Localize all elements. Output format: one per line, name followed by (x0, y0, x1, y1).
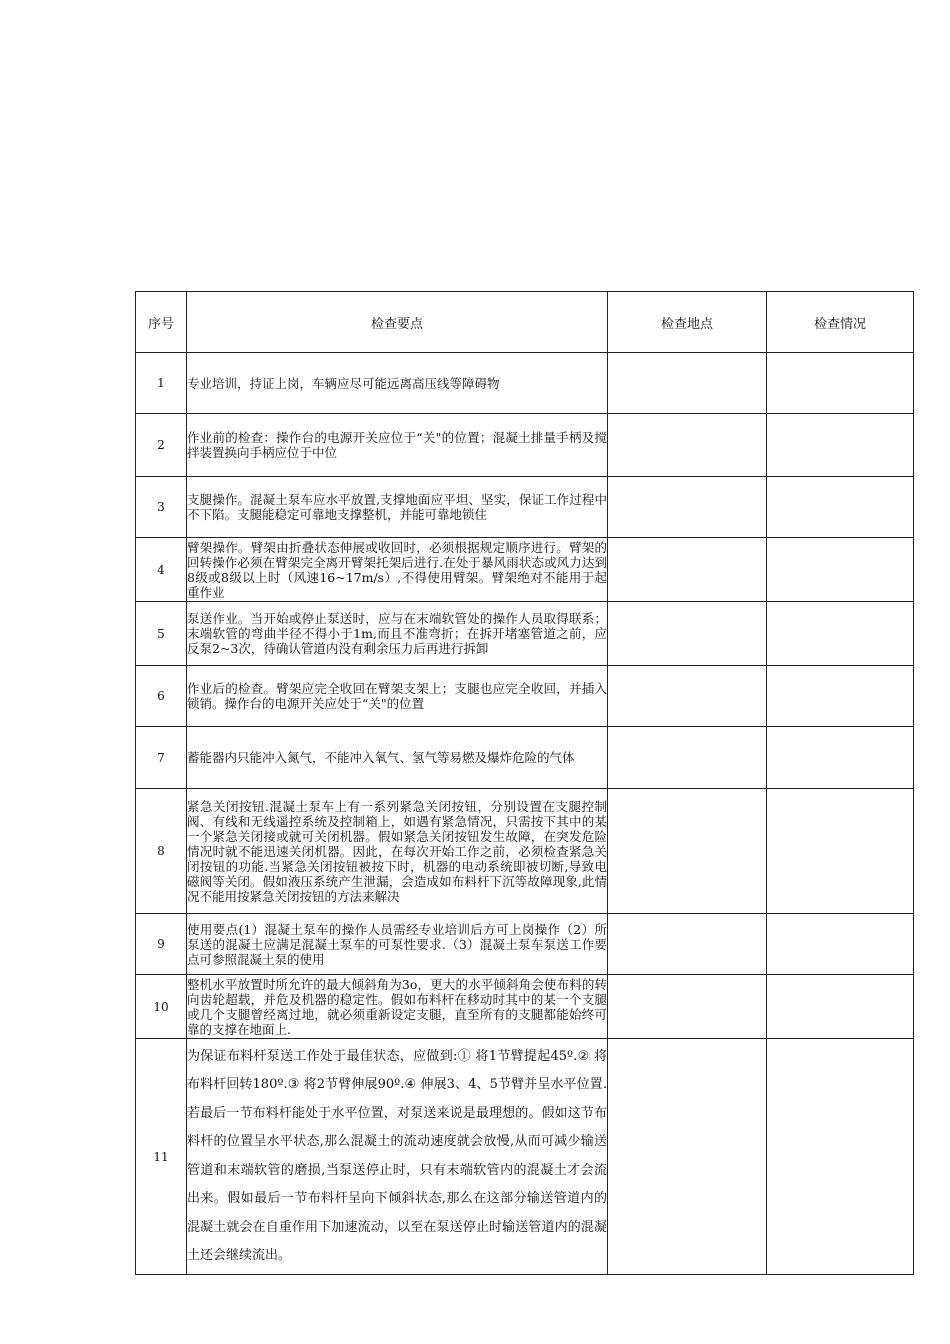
status-cell (767, 789, 914, 914)
location-cell (608, 789, 767, 914)
location-cell (608, 727, 767, 789)
check-point: 整机水平放置时所允许的最大倾斜角为3o，更大的水平倾斜角会使布料的转向齿轮超载，并危及机器的稳定性。假如布料杆在移动时其中的某一个支腿或几个支腿曾经离过地，就必须重新设定支腿，直至所有的支腿都能始终可靠的支撑在地面上. (187, 976, 607, 1037)
check-point: 为保证布料杆泵送工作处于最佳状态，应做到:① 将1节臂提起45º.② 将布料杆回转180º.③ 将2节臂伸展90º.④ 伸展3、4、5节臂并呈水平位置.若最后一节布料杆能处于水平位置，对泵送来说是最理想的。假如这节布料杆的位置呈水平状态,那么混凝土的流动速度就会放慢,从而可减少输送管道和末端软管的磨损,当泵送停止时，只有末端软管内的混凝土才会流出来。假如最后一节布料杆呈向下倾斜状态,那么在这部分输送管道内的混凝土就会在自重作用下加速流动，以至在泵送停止时输送管道内的混凝土还会继续流出。 (187, 1039, 608, 1275)
location-cell (608, 414, 767, 477)
row-number: 3 (136, 477, 187, 538)
table-row (136, 727, 914, 789)
table-row (136, 666, 914, 727)
location-cell (608, 1039, 767, 1275)
table-row (136, 538, 914, 602)
status-cell (767, 602, 914, 666)
row-number: 11 (136, 1039, 187, 1275)
status-cell (767, 353, 914, 414)
header-no: 序号 (136, 292, 187, 353)
row-number: 8 (136, 789, 187, 914)
row-number: 9 (136, 914, 187, 975)
check-point: 紧急关闭按钮.混凝土泵车上有一系列紧急关闭按钮，分别设置在支腿控制阀、有线和无线遥控系统及控制箱上，如遇有紧急情况，只需按下其中的某一个紧急关闭接或就可关闭机器。假如紧急关闭按钮发生故障，在突发危险情况时就不能迅速关闭机器。因此，在每次开始工作之前，必须检查紧急关闭按钮的功能.当紧急关闭按钮被按下时，机器的电动系统即被切断,导致电磁阀等关闭。假如液压系统产生泄漏，会造成如布料杆下沉等故障现象,此情况不能用按紧急关闭按钮的方法来解决 (187, 789, 608, 914)
check-point: 蓄能器内只能冲入氮气，不能冲入氧气、氢气等易燃及爆炸危险的气体 (187, 727, 608, 789)
check-point: 支腿操作。混凝土泵车应水平放置,支撑地面应平坦、坚实，保证工作过程中不下陷。支腿能稳定可靠地支撑整机，并能可靠地锁住 (187, 477, 608, 538)
status-cell (767, 538, 914, 602)
row-number: 1 (136, 353, 187, 414)
location-cell (608, 666, 767, 727)
table-row (136, 414, 914, 477)
status-cell (767, 414, 914, 477)
location-cell (608, 477, 767, 538)
table-row (136, 789, 914, 914)
check-point: 作业后的检查。臂架应完全收回在臂架支架上；支腿也应完全收回，并插入锁销。操作台的电源开关应处于“关"的位置 (187, 666, 608, 727)
location-cell (608, 538, 767, 602)
check-point: 专业培训，持证上岗，车辆应尽可能远离高压线等障碍物 (187, 353, 608, 414)
inspection-table (135, 291, 914, 1275)
table-header-row (136, 292, 914, 353)
status-cell (767, 477, 914, 538)
location-cell (608, 914, 767, 975)
status-cell (767, 1039, 914, 1275)
row-number: 10 (136, 975, 187, 1039)
location-cell (608, 602, 767, 666)
table-row (136, 353, 914, 414)
table-row (136, 602, 914, 666)
location-cell (608, 975, 767, 1039)
row-number: 6 (136, 666, 187, 727)
status-cell (767, 914, 914, 975)
check-point: 作业前的检查：操作台的电源开关应位于“关"的位置；混凝土排量手柄及搅拌装置换向手柄应位于中位 (187, 414, 608, 477)
row-number: 5 (136, 602, 187, 666)
check-point: 臂架操作。臂架由折叠状态伸展或收回时，必须根据规定顺序进行。臂架的回转操作必须在臂架完全离开臂架托架后进行.在处于暴风雨状态或风力达到8级或8级以上时（风速16~17m/s）,不得使用臂架。臂架绝对不能用于起重作业 (187, 539, 607, 600)
table-row (136, 477, 914, 538)
header-point: 检查要点 (187, 292, 608, 353)
row-number: 4 (136, 538, 187, 602)
status-cell (767, 975, 914, 1039)
row-number: 2 (136, 414, 187, 477)
location-cell (608, 353, 767, 414)
header-location: 检查地点 (608, 292, 767, 353)
check-point: 泵送作业。当开始或停止泵送时，应与在末端软管处的操作人员取得联系；末端软管的弯曲半径不得小于1m,而且不准弯折；在拆开堵塞管道之前，应反泵2~3次，待确认管道内没有剩余压力后再进行拆卸 (187, 602, 608, 666)
row-number: 7 (136, 727, 187, 789)
table-row (136, 914, 914, 975)
table-row (136, 975, 914, 1039)
check-point: 使用要点(1）混凝土泵车的操作人员需经专业培训后方可上岗操作（2）所泵送的混凝土应满足混凝土泵车的可泵性要求.（3）混凝土泵车泵送工作要点可参照混凝土泵的使用 (187, 914, 608, 975)
status-cell (767, 666, 914, 727)
header-status: 检查情况 (767, 292, 914, 353)
table-row (136, 1039, 914, 1275)
status-cell (767, 727, 914, 789)
